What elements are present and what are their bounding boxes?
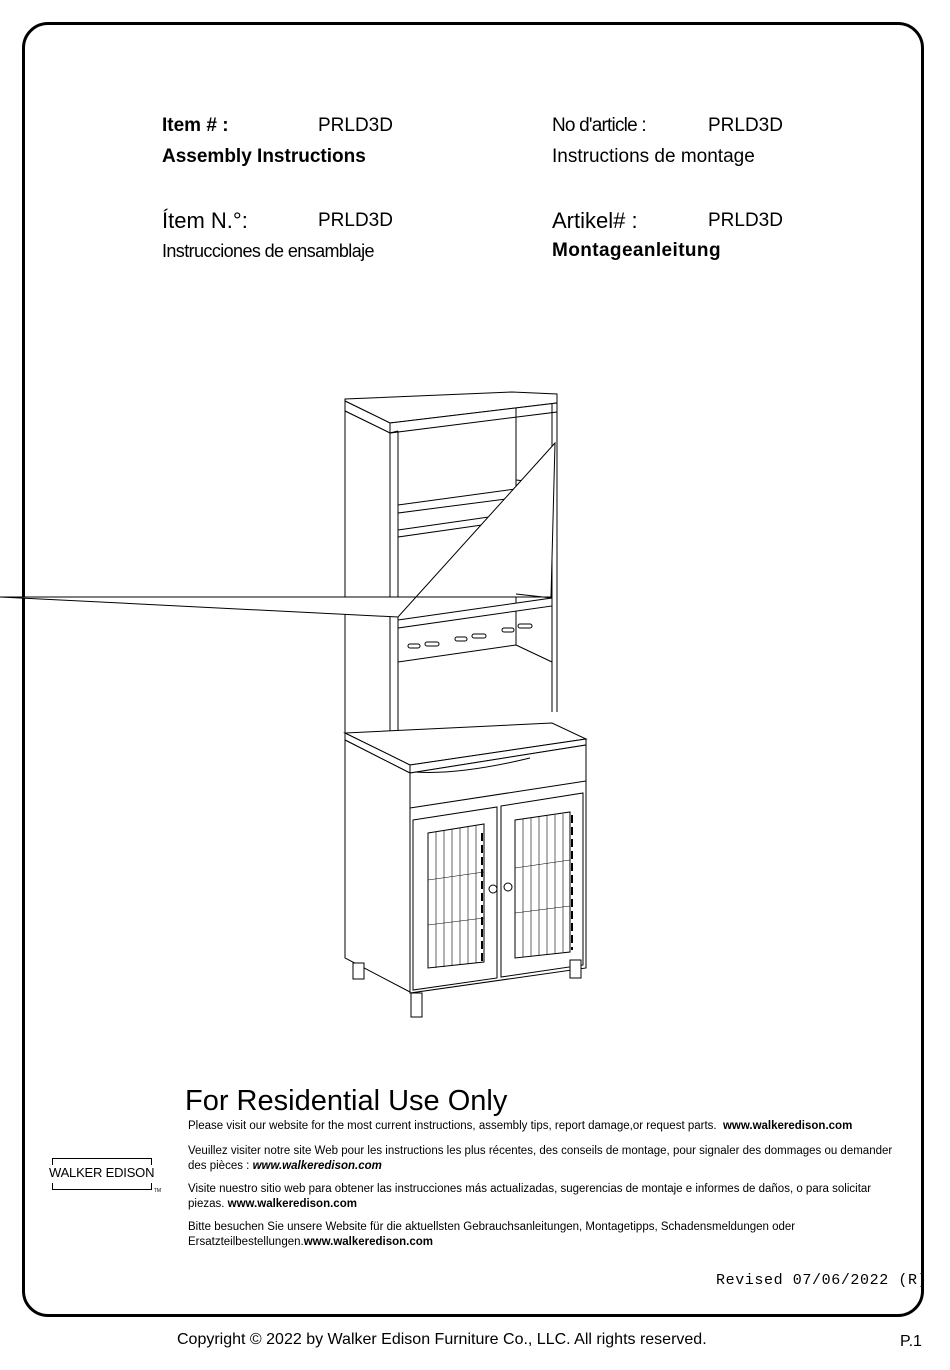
copyright: Copyright © 2022 by Walker Edison Furniture Co., LLC. All rights reserved. <box>177 1331 707 1348</box>
title-es: Instrucciones de ensamblaje <box>162 241 374 261</box>
revision-date: Revised 07/06/2022 (R) <box>716 1272 928 1289</box>
door-knob-left <box>489 885 497 893</box>
page-number: P.1 <box>900 1333 922 1350</box>
title-de: Montageanleitung <box>552 240 721 261</box>
item-label-de: Artikel# : <box>552 208 638 233</box>
item-label-en: Item # : <box>162 115 229 136</box>
website-link-en[interactable]: www.walkeredison.com <box>722 1120 853 1132</box>
wine-glass-rack <box>408 624 532 648</box>
website-link-de[interactable]: www.walkeredison.com <box>303 1236 434 1248</box>
title-fr: Instructions de montage <box>552 146 755 167</box>
item-value-fr: PRLD3D <box>708 115 783 136</box>
notice-de: Bitte besuchen Sie unsere Website für die aktuellsten Gebrauchsanleitungen, Montagetipps, Schadensmeldungen oder Ersatzteilbestellungen.www.walkeredison.com <box>188 1221 796 1248</box>
door-knob-right <box>504 883 512 891</box>
item-value-de: PRLD3D <box>708 210 783 231</box>
website-link-fr[interactable]: www.walkeredison.com <box>252 1160 382 1172</box>
notice-en: Please visit our website for the most current instructions, assembly tips, report damage,or request parts. www.walkeredison.com <box>188 1120 853 1132</box>
website-link-es[interactable]: www.walkeredison.com <box>227 1198 357 1210</box>
item-label-es: Ítem N.°: <box>162 208 248 233</box>
walker-edison-logo: WALKER EDISON TM <box>49 1158 155 1188</box>
item-value-en: PRLD3D <box>318 115 393 136</box>
residential-use-heading: For Residential Use Only <box>185 1085 508 1117</box>
title-en: Assembly Instructions <box>162 146 366 167</box>
item-label-fr: No d'article : <box>552 115 646 136</box>
notice-fr: Veuillez visiter notre site Web pour les instructions les plus récentes, des conseils de montage, pour signaler des dommages ou demander des pièces : www.walkeredison.com <box>188 1145 893 1172</box>
notice-es: Visite nuestro sitio web para obtener las instrucciones más actualizadas, sugerencias de montaje e informes de daños, o para solicitar piezas. www.walkeredison.com <box>188 1183 872 1210</box>
item-value-es: PRLD3D <box>318 210 393 231</box>
